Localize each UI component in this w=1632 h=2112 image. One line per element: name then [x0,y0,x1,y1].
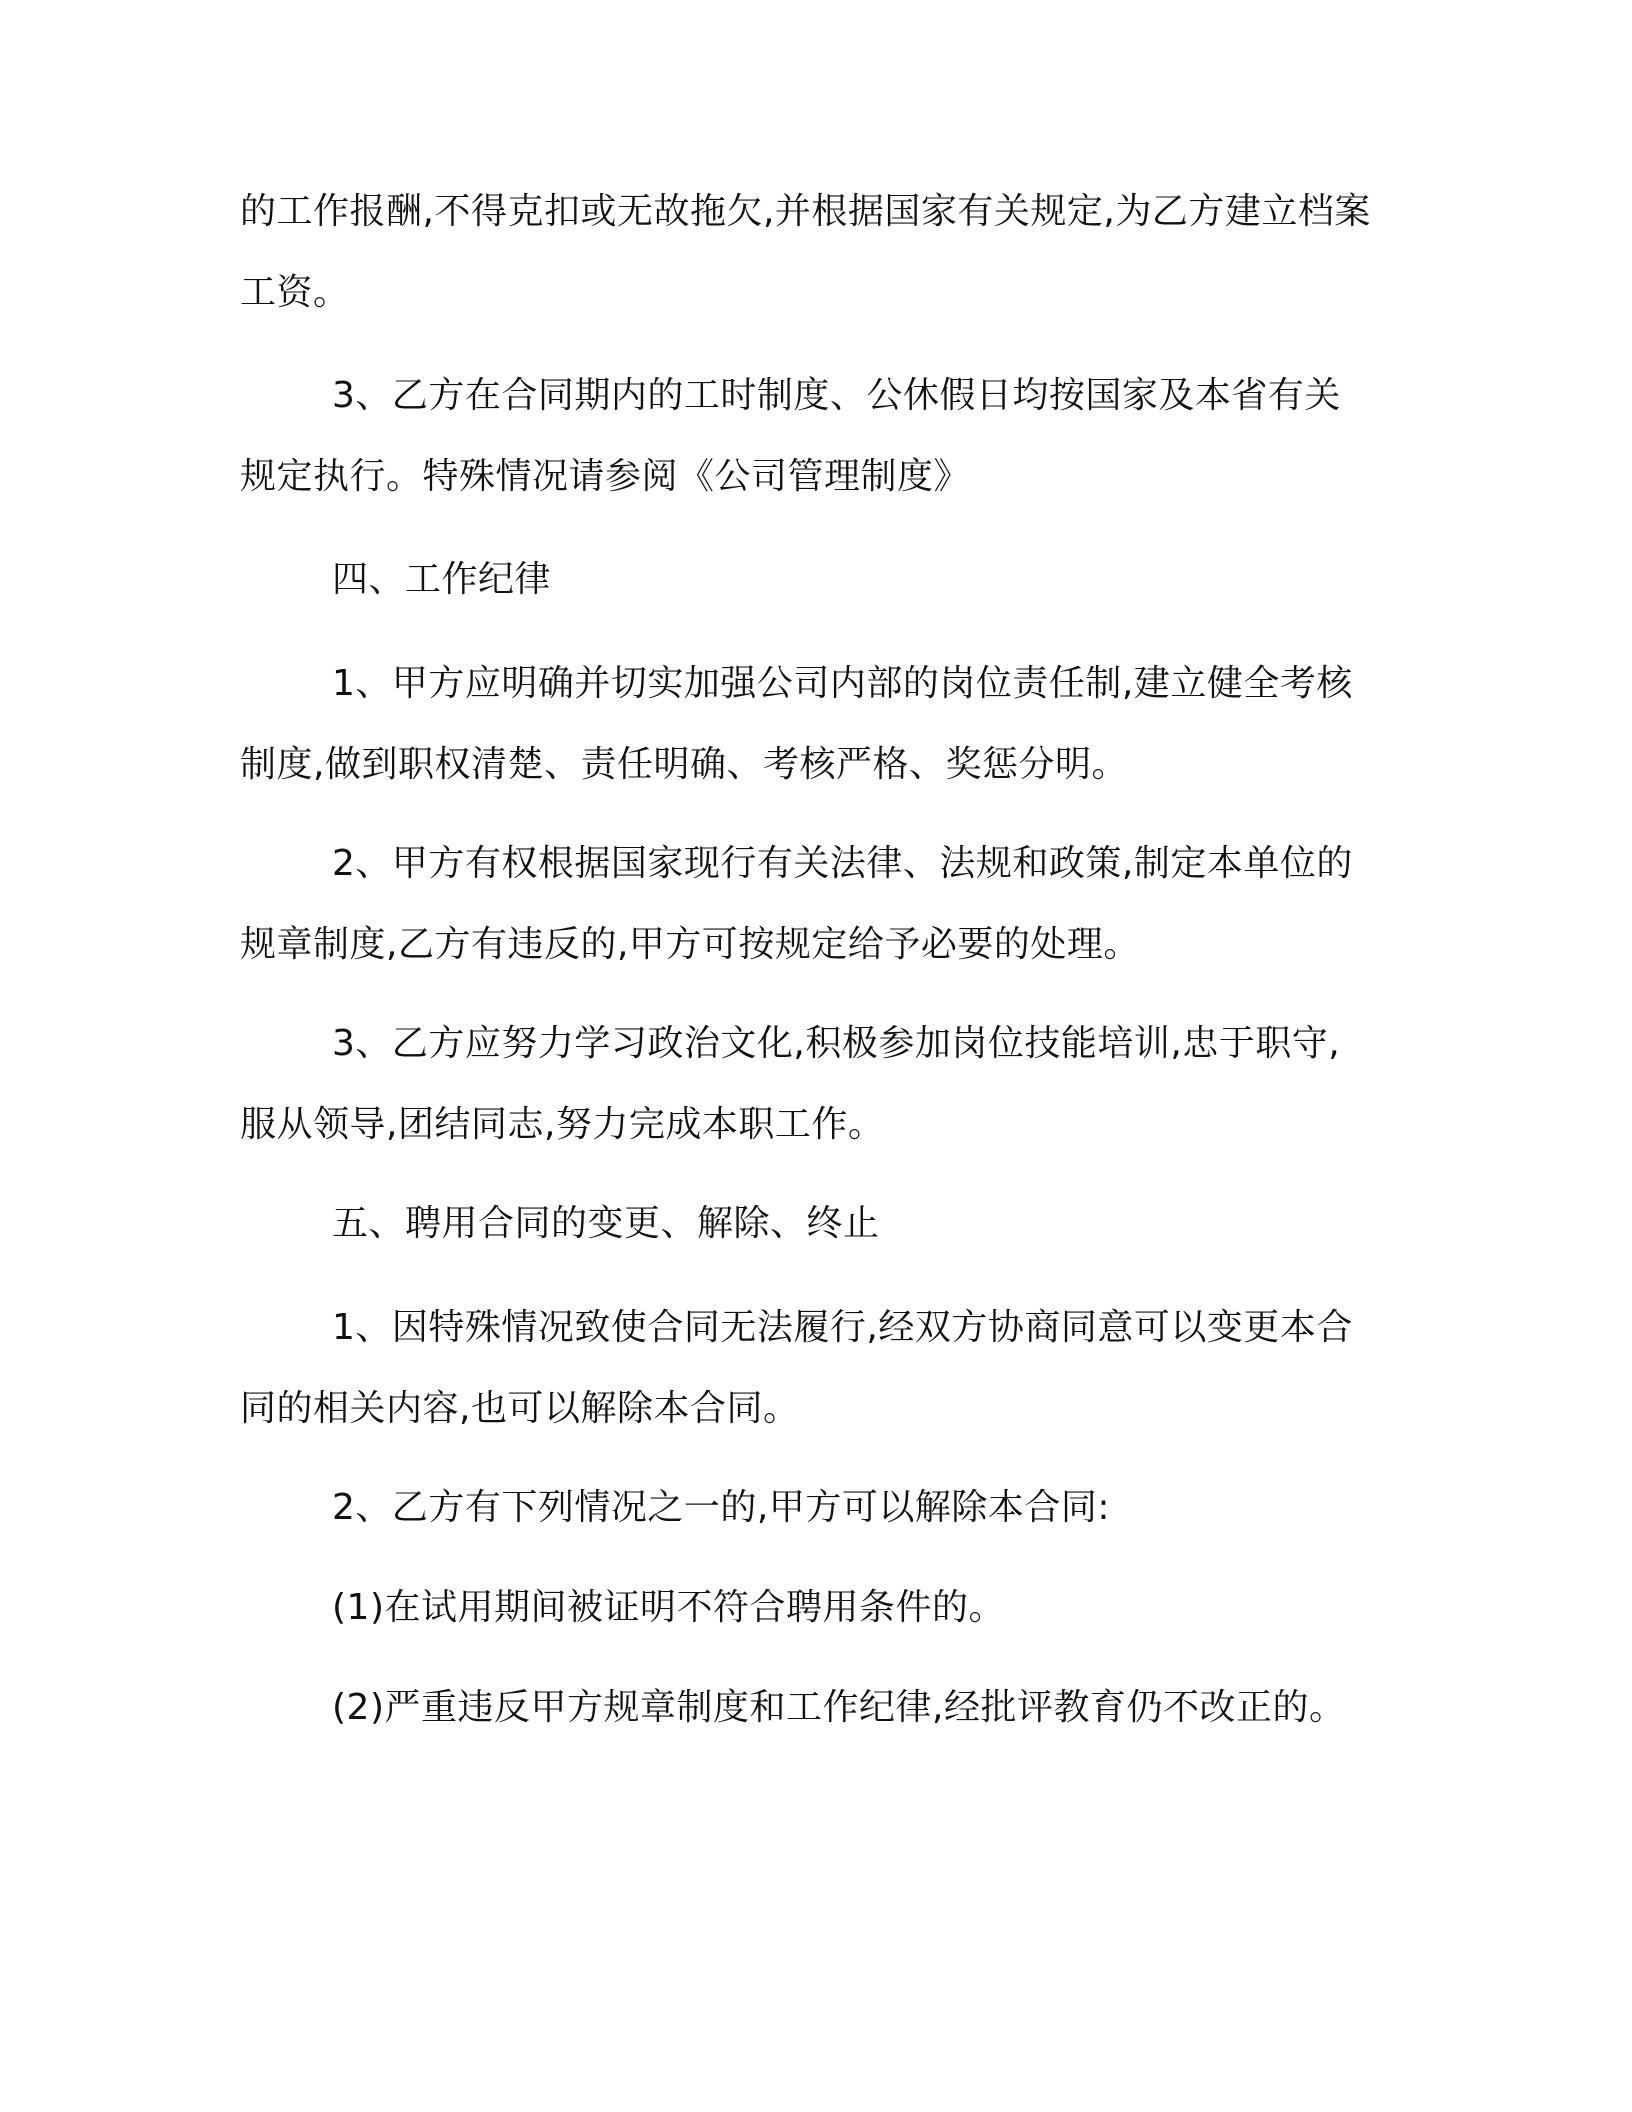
paragraph-responsibility-system: 1、甲方应明确并切实加强公司内部的岗位责任制,建立健全考核制度,做到职权清楚、责任明确、考核严格、奖惩分明。 [240,663,1353,785]
list-item-probation: (1)在试用期间被证明不符合聘用条件的。 [332,1587,1005,1628]
paragraph-working-hours: 3、乙方在合同期内的工时制度、公休假日均按国家及本省有关规定执行。特殊情况请参阅《公司管理制度》 [240,375,1341,497]
paragraph-rules-regulations: 2、甲方有权根据国家现行有关法律、法规和政策,制定本单位的规章制度,乙方有违反的,甲方可按规定给予必要的处理。 [240,843,1353,965]
section-heading-work-discipline: 四、工作纪律 [332,559,552,600]
list-item-serious-violation: (2)严重违反甲方规章制度和工作纪律,经批评教育仍不改正的。 [332,1687,1346,1728]
section-heading-contract-changes: 五、聘用合同的变更、解除、终止 [332,1203,880,1244]
paragraph-contract-modification: 1、因特殊情况致使合同无法履行,经双方协商同意可以变更本合同的相关内容,也可以解除本合同。 [240,1307,1353,1429]
paragraph-termination-conditions: 2、乙方有下列情况之一的,甲方可以解除本合同: [332,1487,1110,1528]
paragraph-employee-duties: 3、乙方应努力学习政治文化,积极参加岗位技能培训,忠于职守,服从领导,团结同志,努力完成本职工作。 [240,1023,1341,1145]
paragraph-salary-archive: 的工作报酬,不得克扣或无故拖欠,并根据国家有关规定,为乙方建立档案工资。 [240,191,1371,313]
